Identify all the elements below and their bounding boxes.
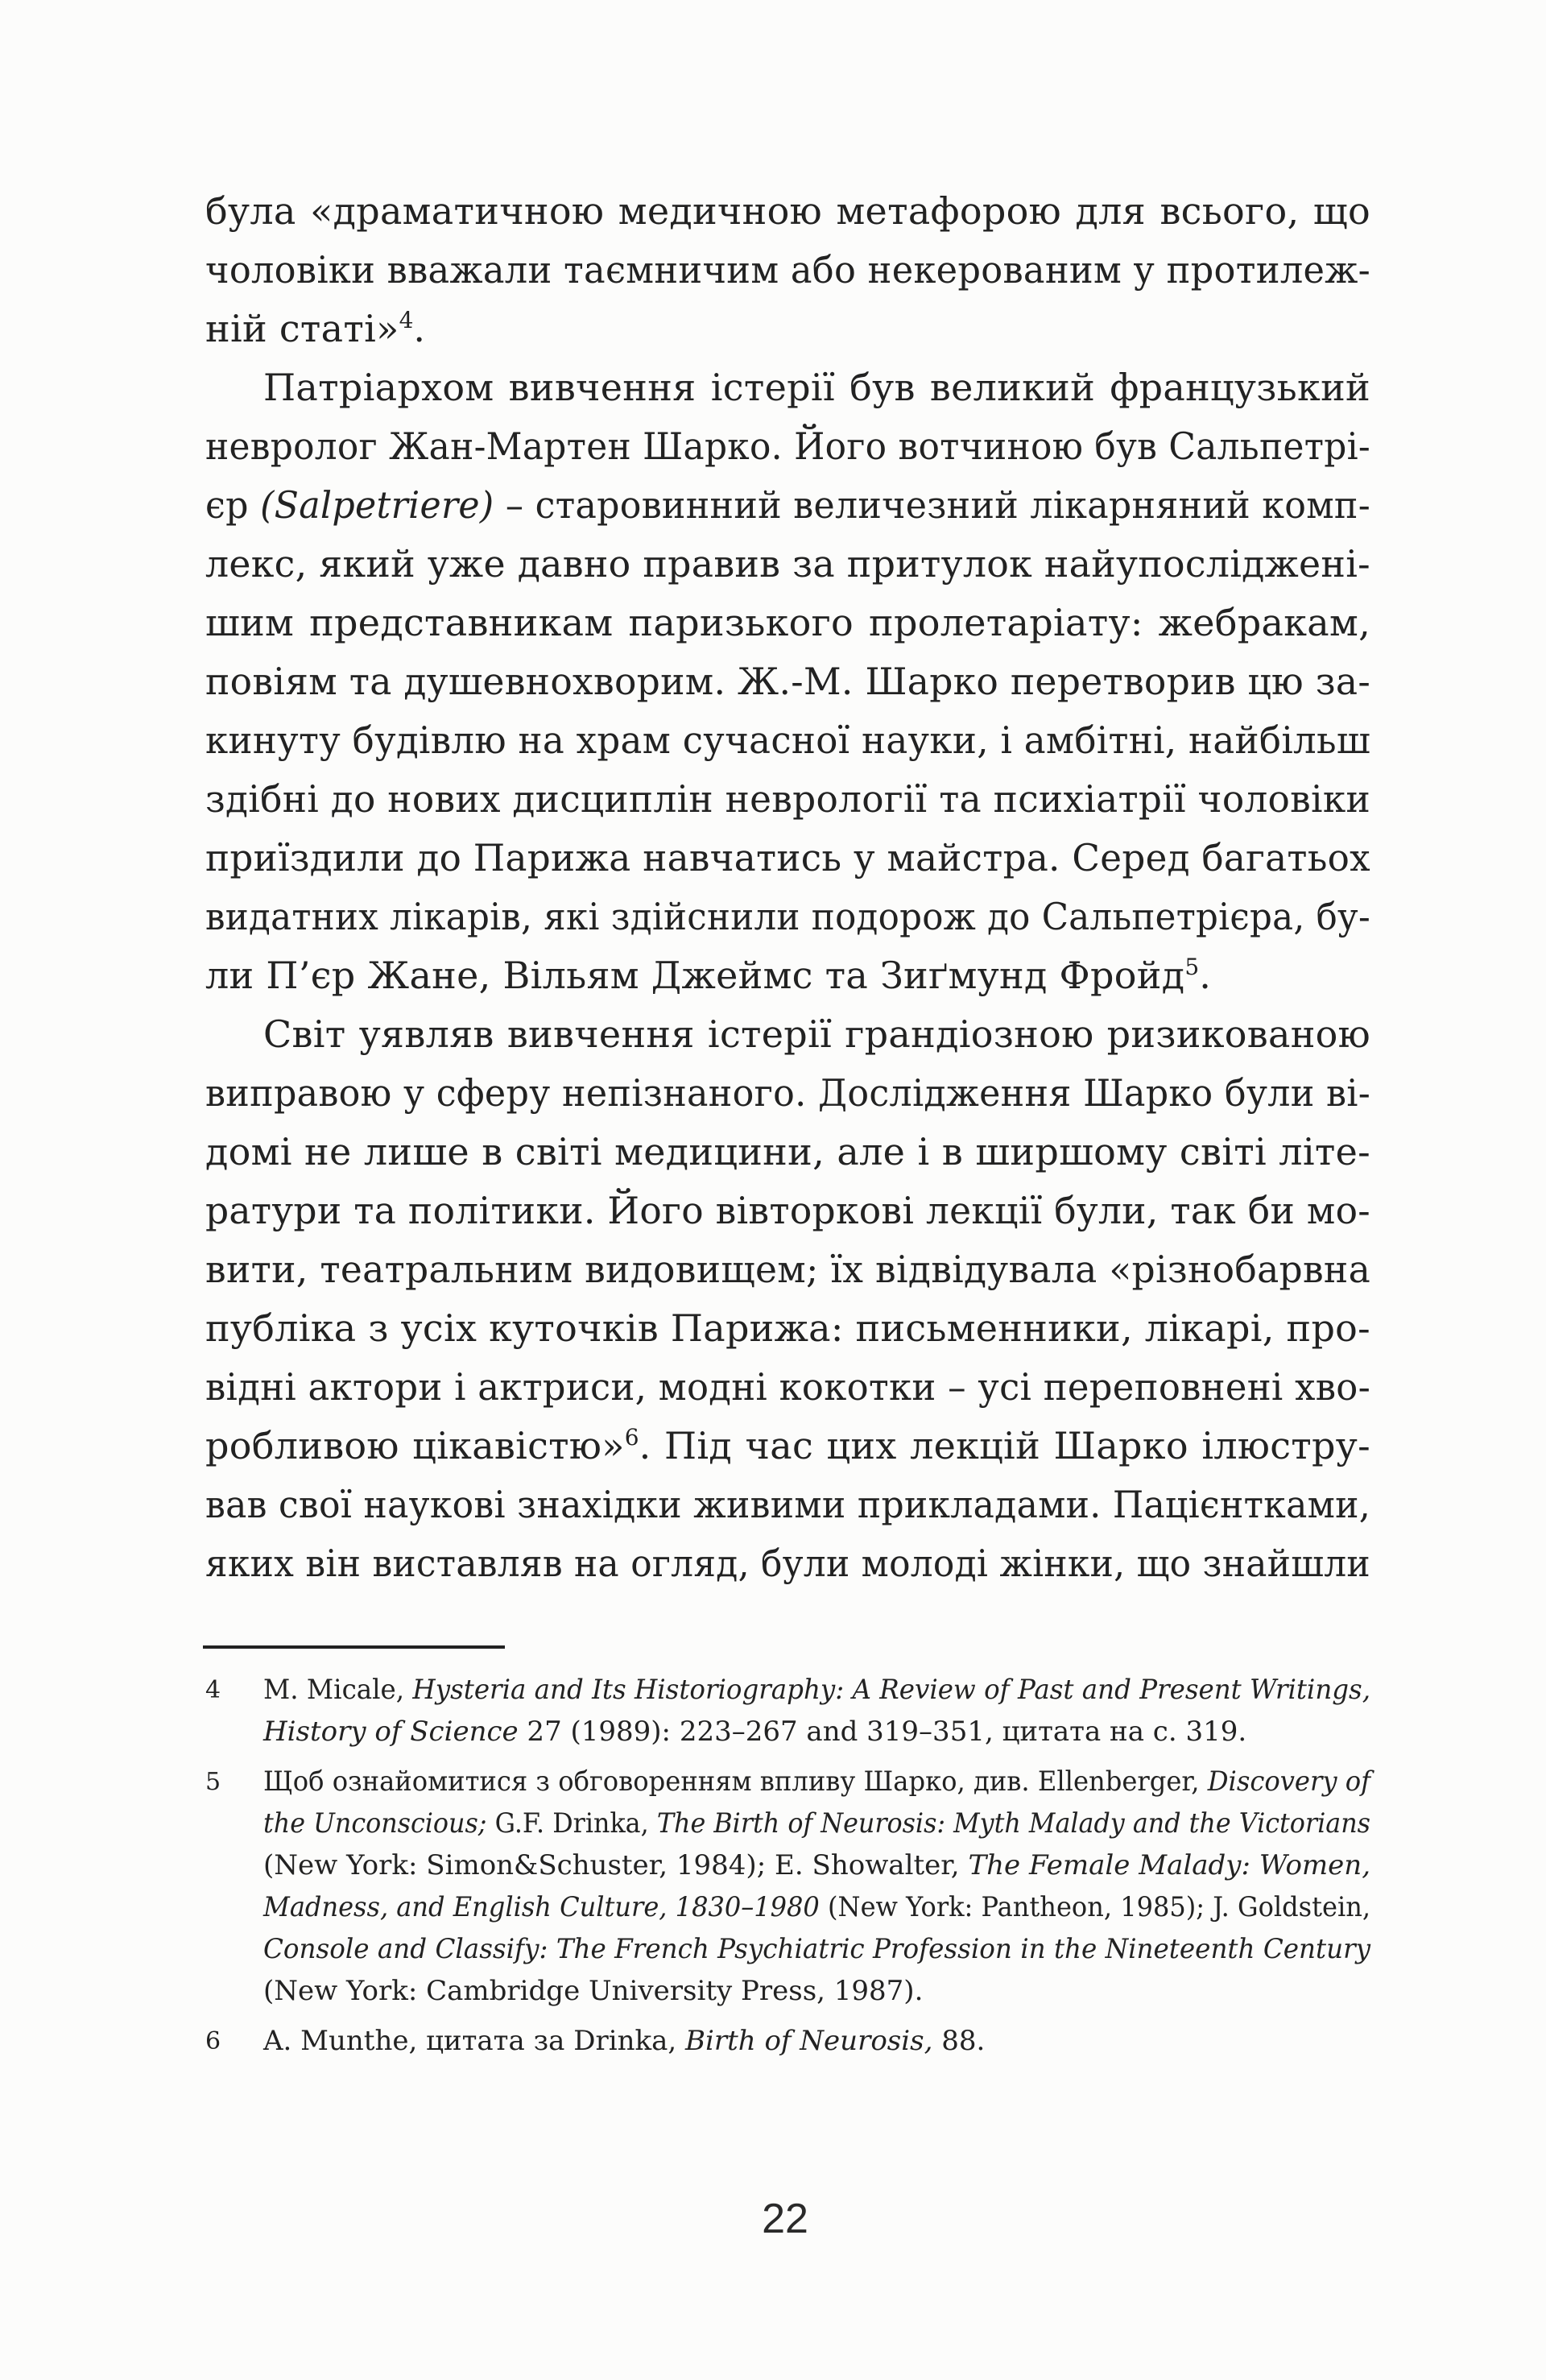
text-line [205, 358, 1370, 417]
line-content [263, 1716, 1246, 1748]
line-content [205, 888, 1370, 946]
text-segment: видатних лікарів, які здійснили подорож до Сальпетрієра, бу- [205, 895, 1370, 938]
body-text [205, 182, 1370, 1593]
text-segment: повіям та душевнохворим. Ж.-М. Шарко перетворив цю за- [205, 660, 1371, 703]
text-line [205, 1358, 1370, 1417]
footnote-text [263, 1761, 1370, 2012]
text-segment: Патріархом вивчення істерії був великий французький [263, 366, 1370, 409]
text-segment: ли П’єр Жане, Вільям Джеймс та Зиґмунд Фройд [205, 954, 1185, 997]
text-segment: (New York: Simon&Schuster, 1984); E. Showalter, [263, 1849, 969, 1881]
footnote-ref: 4 [399, 307, 414, 333]
text-segment: A. Munthe, цитата за Drinka, [263, 2025, 685, 2057]
text-line [205, 300, 1370, 358]
text-line [205, 476, 1370, 535]
text-segment: робливою цікавістю» [205, 1424, 625, 1467]
text-line [205, 535, 1370, 594]
text-line [263, 1928, 1370, 1970]
footnote [205, 1761, 1370, 2012]
line-content [205, 954, 1211, 997]
text-line [263, 1669, 1370, 1711]
text-segment: була «драматичною медичною метафорою для всього, що [205, 189, 1370, 233]
text-line [205, 770, 1370, 829]
text-line [205, 1240, 1370, 1299]
line-content [205, 1358, 1370, 1417]
italic-segment: The Birth of Neurosis: Myth Malady and the Victorians [656, 1807, 1370, 1840]
text-segment: приїздили до Парижа навчатись у майстра. Серед багатьох [205, 836, 1370, 880]
text-line [205, 888, 1370, 946]
text-line [205, 711, 1370, 770]
line-content [263, 1886, 1370, 1928]
footnote-number: 5 [205, 1768, 221, 1796]
footnote [205, 2020, 1370, 2062]
line-content [205, 535, 1370, 594]
text-segment: (New York: Pantheon, 1985); J. Goldstein, [819, 1891, 1371, 1923]
italic-segment: (Salpetriere) [260, 483, 494, 527]
text-segment: шим представникам паризького пролетаріату: жебракам, [205, 601, 1370, 644]
text-line [205, 1182, 1370, 1240]
text-segment: лекс, який уже давно правив за притулок найупосліджені- [205, 542, 1370, 586]
line-content [205, 1424, 1370, 1467]
text-line [263, 1844, 1370, 1886]
line-content [205, 1534, 1370, 1593]
text-segment: яких він виставляв на огляд, були молоді жінки, що знайшли [205, 1542, 1370, 1585]
text-line [205, 1123, 1370, 1182]
text-segment: M. Micale, [263, 1674, 413, 1706]
italic-segment: Madness, and English Culture, 1830–1980 [263, 1891, 820, 1923]
text-line [205, 946, 1370, 1005]
italic-segment: the Unconscious; [263, 1807, 495, 1840]
text-segment: невролог Жан-Мартен Шарко. Його вотчиною був Сальпетрі- [205, 424, 1371, 468]
line-content [205, 652, 1370, 711]
line-content [263, 1928, 1370, 1970]
text-line [263, 1803, 1370, 1844]
line-content [205, 1240, 1370, 1299]
line-content [205, 1130, 1370, 1173]
line-content [205, 1064, 1370, 1123]
line-content [205, 1182, 1370, 1240]
text-segment: . [413, 307, 426, 350]
text-segment: єр [205, 483, 261, 527]
line-content [205, 1299, 1370, 1358]
text-line [263, 1711, 1370, 1753]
line-content [205, 476, 1370, 535]
text-line [205, 1005, 1370, 1064]
text-segment: (New York: Cambridge University Press, 1987). [263, 1975, 924, 2007]
text-line [263, 1761, 1370, 1803]
line-content [205, 770, 1370, 829]
text-segment: G.F. Drinka, [494, 1807, 657, 1840]
line-content [205, 1476, 1370, 1534]
footnote-separator [203, 1645, 505, 1649]
text-line [205, 652, 1370, 711]
text-line [205, 1299, 1370, 1358]
footnote-text [263, 1669, 1370, 1753]
text-line [205, 594, 1370, 652]
footnote-ref: 6 [624, 1424, 639, 1451]
text-segment: домі не лише в світі медицини, але і в ширшому світі літе- [205, 1130, 1370, 1173]
text-segment: 88. [932, 2025, 986, 2057]
text-line [263, 2020, 1370, 2062]
line-content [205, 241, 1370, 300]
text-segment: відні актори і актриси, модні кокотки – усі переповнені хво- [205, 1365, 1371, 1409]
text-segment: ратури та політики. Його вівторкові лекції були, так би мо- [205, 1189, 1370, 1232]
text-segment: – старовинний величезний лікарняний комп- [494, 483, 1370, 527]
line-content [263, 1669, 1370, 1711]
text-segment: 27 (1989): 223–267 and 319–351, цитата на с. 319. [518, 1716, 1247, 1748]
footnotes [205, 1669, 1370, 2062]
italic-segment: Birth of Neurosis, [684, 2025, 933, 2057]
text-line [205, 1534, 1370, 1593]
text-segment: здібні до нових дисциплін неврології та психіатрії чоловіки [205, 777, 1371, 821]
line-content [205, 829, 1370, 888]
line-content [263, 1803, 1370, 1844]
line-content [263, 1012, 1370, 1056]
italic-segment: Console and Classify: The French Psychiatric Profession in the Nineteenth Century [263, 1933, 1371, 1965]
line-content [263, 366, 1370, 409]
italic-segment: Hysteria and Its Historiography: A Review of Past and Present Writings, [412, 1674, 1371, 1706]
text-segment: . Під час цих лекцій Шарко ілюстру- [639, 1424, 1370, 1467]
text-segment: вав свої наукові знахідки живими прикладами. Пацієнтками, [205, 1483, 1371, 1526]
text-segment: Щоб ознайомитися з обговоренням впливу Шарко, див. Ellenberger, [263, 1765, 1208, 1798]
text-segment: вити, театральним видовищем; їх відвідувала «різнобарвна [205, 1248, 1371, 1291]
footnote [205, 1669, 1370, 1753]
page-number: 22 [762, 2196, 808, 2242]
line-content [205, 189, 1370, 233]
line-content [205, 307, 425, 350]
line-content [263, 1975, 923, 2007]
text-segment: публіка з усіх куточків Парижа: письменники, лікарі, про- [205, 1306, 1370, 1350]
footnote-number: 6 [205, 2027, 221, 2055]
text-line [205, 829, 1370, 888]
text-line [263, 1970, 1370, 2012]
text-segment: виправою у сферу непізнаного. Дослідження Шарко були ві- [205, 1071, 1370, 1115]
text-line [205, 182, 1370, 241]
line-content [205, 601, 1370, 644]
text-segment: Світ уявляв вивчення істерії грандіозною ризикованою [263, 1012, 1370, 1056]
italic-segment: Discovery of [1207, 1765, 1371, 1798]
text-line [205, 1476, 1370, 1534]
text-segment: ній статі» [205, 307, 399, 350]
text-line [205, 241, 1370, 300]
italic-segment: History of Science [263, 1716, 519, 1748]
text-line [263, 1886, 1370, 1928]
text-segment: чоловіки вважали таємничим або некерованим у протилеж- [205, 248, 1371, 292]
footnote-number: 4 [205, 1676, 221, 1704]
footnote-ref: 5 [1184, 954, 1200, 980]
line-content [205, 417, 1370, 476]
text-line [205, 417, 1370, 476]
text-line [205, 1064, 1370, 1123]
line-content [205, 711, 1370, 770]
text-segment: . [1199, 954, 1212, 997]
footnote-text [263, 2020, 1370, 2062]
italic-segment: The Female Malady: Women, [968, 1849, 1371, 1881]
line-content [263, 2025, 985, 2057]
text-segment: кинуту будівлю на храм сучасної науки, і амбітні, найбільш [205, 718, 1371, 762]
line-content [263, 1849, 1370, 1881]
line-content [263, 1761, 1370, 1803]
text-line [205, 1417, 1370, 1476]
